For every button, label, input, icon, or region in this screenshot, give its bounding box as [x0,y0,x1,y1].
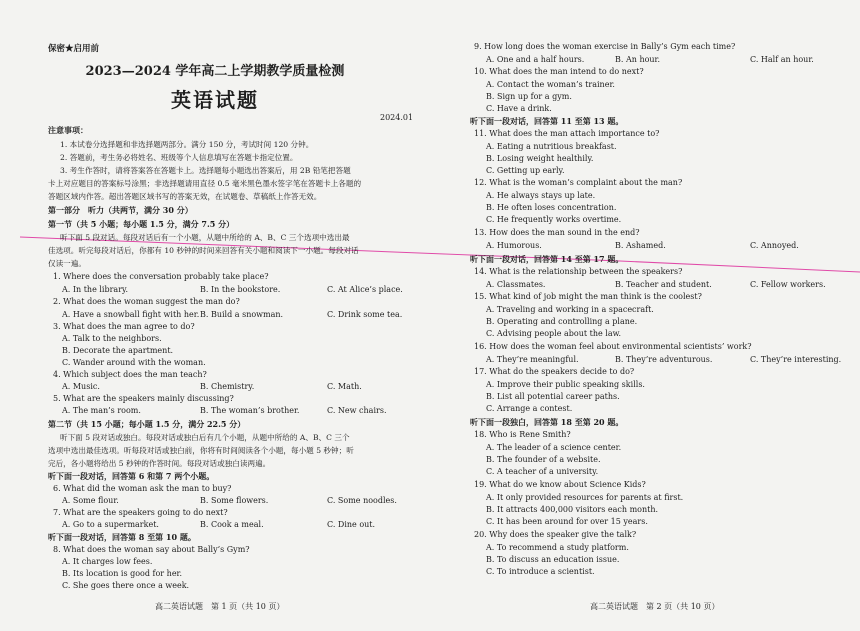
option-a: A. Humorous. [486,241,542,250]
option-c: C. He frequently works overtime. [486,215,622,224]
option-b: B. Losing weight healthily. [486,154,594,163]
option-a: A. He always stays up late. [486,191,596,200]
option-c: C. She goes there once a week. [62,581,190,590]
option-a: A. Improve their public speaking skills. [486,380,645,389]
option-c: C. Arrange a contest. [486,404,573,413]
option-b: B. The woman’s brother. [200,406,300,415]
option-a: A. The leader of a science center. [486,443,622,452]
part1-heading: 第一部分 听力（共两节，满分 30 分） [48,205,193,215]
option-a: A. Classmates. [486,280,546,289]
question-2: 2. What does the woman suggest the man do? [53,297,240,306]
question-19: 19. What do we know about Science Kids? [474,480,646,489]
section1-heading: 第一节（共 5 小题；每小题 1.5 分，满分 7.5 分） [48,219,235,229]
option-b: B. Chemistry. [200,382,255,391]
option-a: A. Traveling and working in a spacecraft. [486,305,654,314]
option-a: A. It only provided resources for parents at first. [486,493,684,502]
question-20: 20. Why does the speaker give the talk? [474,530,637,539]
option-c: C. Drink some tea. [327,310,403,319]
note-line: 2. 答题前，考生务必将姓名、班级等个人信息填写在答题卡指定位置。 [60,153,298,162]
section2-heading: 第二节（共 15 小题；每小题 1.5 分，满分 22.5 分） [48,419,246,429]
option-c: C. Have a drink. [486,104,552,113]
subject-title: 英语试题 [171,88,259,112]
confidential-label: 保密★启用前 [48,44,100,54]
question-14: 14. What is the relationship between the speakers? [474,267,683,276]
option-a: A. Go to a supermarket. [62,520,159,529]
question-8: 8. What does the woman say about Bally’s Gym? [53,545,250,554]
option-c: C. It has been around for over 15 years. [486,517,648,526]
option-c: C. Dine out. [327,520,376,529]
option-c: C. Fellow workers. [750,280,826,289]
exam-title: 2023—2024 学年高二上学期教学质量检测 [85,64,345,79]
exam-page-2 [430,0,860,631]
option-b: B. He often loses concentration. [486,203,617,212]
question-1: 1. Where does the conversation probably take place? [53,272,269,281]
question-5: 5. What are the speakers mainly discussing? [53,394,234,403]
section2-intro-line: 选项中选出最佳选项。听每段对话或独白前，你将有时间阅读各个小题，每小题 5 秒钟；听 [48,446,354,455]
option-c: C. Annoyed. [750,241,799,250]
option-b: B. Operating and controlling a plane. [486,317,638,326]
dialog-heading: 听下面一段对话，回答第 8 至第 10 题。 [48,532,196,542]
option-c: C. Advising people about the law. [486,329,622,338]
monologue-heading: 听下面一段独白，回答第 18 至第 20 题。 [470,417,624,427]
option-b: B. Some flowers. [200,496,269,505]
question-15: 15. What kind of job might the man think is the coolest? [474,292,702,301]
question-11: 11. What does the man attach importance to? [474,129,660,138]
option-a: A. It charges low fees. [62,557,153,566]
option-b: B. It attracts 400,000 visitors each month. [486,505,659,514]
exam-date: 2024.01 [380,113,414,122]
notes-heading: 注意事项： [48,125,88,135]
option-b: B. Sign up for a gym. [486,92,572,101]
option-a: A. One and a half hours. [486,55,585,64]
option-c: C. At Alice’s place. [327,285,403,294]
question-17: 17. What do the speakers decide to do? [474,367,635,376]
option-b: B. Ashamed. [615,241,666,250]
dialog-heading: 听下面一段对话，回答第 11 至第 13 题。 [470,116,624,126]
option-b: B. Cook a meal. [200,520,264,529]
question-3: 3. What does the man agree to do? [53,322,195,331]
option-a: A. They’re meaningful. [486,355,579,364]
note-line: 答题区域内作答。超出答题区域书写的答案无效，在试题卷、草稿纸上作答无效。 [48,192,322,201]
page-footer: 高二英语试题 第 1 页（共 10 页） [155,602,285,611]
option-b: B. List all potential career paths. [486,392,620,401]
question-10: 10. What does the man intend to do next? [474,67,644,76]
question-9: 9. How long does the woman exercise in Bally’s Gym each time? [474,42,736,51]
section1-intro-line: 佳选项。听完每段对话后，你都有 10 秒钟的时间来回答有关小题和阅读下一小题。每段对话 [48,246,359,255]
option-a: A. Some flour. [62,496,119,505]
option-b: B. Teacher and student. [615,280,712,289]
dialog-heading: 听下面一段对话，回答第 14 至第 17 题。 [470,254,624,264]
question-13: 13. How does the man sound in the end? [474,228,640,237]
option-b: B. An hour. [615,55,661,64]
option-c: C. A teacher of a university. [486,467,599,476]
option-a: A. Music. [62,382,100,391]
note-line: 卡上对应题目的答案标号涂黑；非选择题请用直径 0.5 毫米黑色墨水签字笔在答题卡上各题的 [48,179,362,188]
option-b: B. Build a snowman. [200,310,284,319]
question-16: 16. How does the woman feel about environmental scientists’ work? [474,342,752,351]
option-c: C. They’re interesting. [750,355,842,364]
option-c: C. New chairs. [327,406,387,415]
section1-intro-line: 听下面 5 段对话。每段对话后有一个小题，从题中所给的 A、B、C 三个选项中选出最 [60,233,350,242]
option-a: A. To recommend a study platform. [486,543,629,552]
option-b: B. In the bookstore. [200,285,281,294]
option-b: B. They’re adventurous. [615,355,713,364]
option-c: C. To introduce a scientist. [486,567,595,576]
dialog-heading: 听下面一段对话，回答第 6 和第 7 两个小题。 [48,471,215,481]
question-6: 6. What did the woman ask the man to buy? [53,484,232,493]
question-4: 4. Which subject does the man teach? [53,370,207,379]
page-footer: 高二英语试题 第 2 页（共 10 页） [590,602,720,611]
option-a: A. The man’s room. [62,406,141,415]
option-a: A. Eating a nutritious breakfast. [486,142,617,151]
option-a: A. In the library. [62,285,129,294]
option-c: C. Math. [327,382,362,391]
option-b: B. To discuss an education issue. [486,555,620,564]
question-12: 12. What is the woman’s complaint about the man? [474,178,683,187]
option-a: A. Contact the woman’s trainer. [486,80,615,89]
option-b: B. The founder of a website. [486,455,601,464]
note-line: 1. 本试卷分选择题和非选择题两部分。满分 150 分，考试时间 120 分钟。 [60,140,314,149]
option-b: B. Its location is good for her. [62,569,183,578]
option-c: C. Half an hour. [750,55,814,64]
option-c: C. Wander around with the woman. [62,358,206,367]
question-7: 7. What are the speakers going to do next? [53,508,228,517]
option-c: C. Some noodles. [327,496,397,505]
section2-intro-line: 听下面 5 段对话或独白。每段对话或独白后有几个小题，从题中所给的 A、B、C 三个 [60,433,350,442]
option-a: A. Have a snowball fight with her. [62,310,200,319]
section2-intro-line: 完后，各小题将给出 5 秒钟的作答时间。每段对话或独白读两遍。 [48,459,271,468]
option-c: C. Getting up early. [486,166,565,175]
option-a: A. Talk to the neighbors. [62,334,162,343]
option-b: B. Decorate the apartment. [62,346,174,355]
section1-intro-line: 仅读一遍。 [48,259,86,268]
note-line: 3. 考生作答时，请将答案答在答题卡上。选择题每小题选出答案后，用 2B 铅笔把答题 [60,166,351,175]
question-18: 18. Who is Rene Smith? [474,430,571,439]
